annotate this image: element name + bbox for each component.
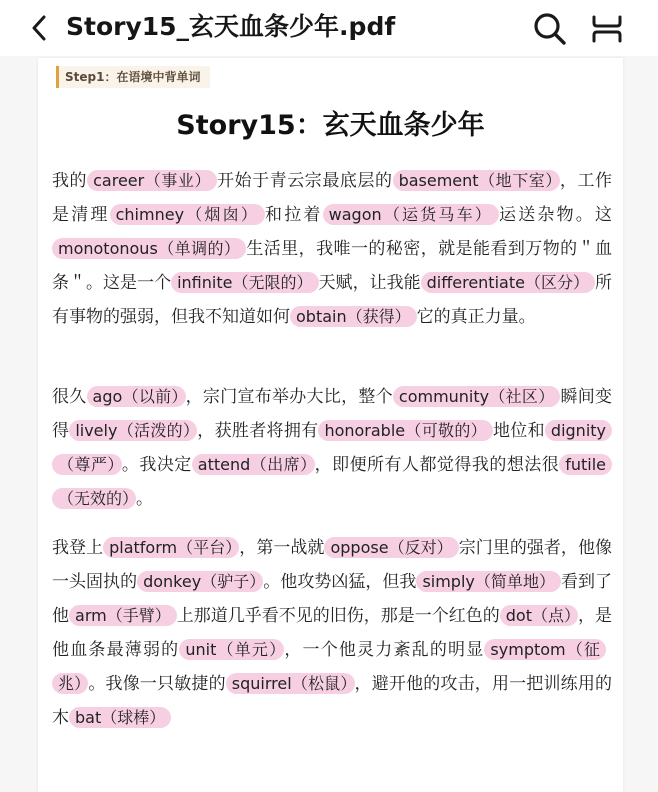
body-text: ，获胜者将拥有 bbox=[197, 421, 319, 441]
search-icon bbox=[532, 11, 568, 47]
body-text: 地位和 bbox=[492, 421, 545, 441]
body-text: 宗门里的强者，他像一头固执的 bbox=[52, 538, 613, 592]
vocab-highlight: career（事业） bbox=[87, 170, 217, 191]
paragraph bbox=[52, 164, 612, 334]
body-text: 所有事物的强弱，但我不知道如何 bbox=[52, 273, 613, 327]
body-text: ，一个他灵力紊乱的明显 bbox=[284, 640, 485, 660]
body-text: 。我决定 bbox=[121, 455, 192, 475]
step-label: Step1：在语境中背单词 bbox=[56, 66, 210, 88]
body-text: 运送杂物。这 bbox=[499, 205, 613, 225]
story-title: Story15：玄天血条少年 bbox=[176, 110, 485, 141]
vocab-highlight: platform（平台） bbox=[103, 537, 239, 558]
vocab-highlight: squirrel（松鼠） bbox=[226, 673, 355, 694]
vocab-highlight: attend（出席） bbox=[192, 454, 315, 475]
body-text: ，宗门宣布举办大比，整个 bbox=[185, 387, 393, 407]
body-text: 天赋，让我能 bbox=[318, 273, 421, 293]
vocab-highlight: dignity（尊严） bbox=[52, 420, 612, 475]
vocab-highlight: wagon（运货马车） bbox=[323, 204, 499, 225]
body-text: 很久 bbox=[52, 387, 87, 407]
vocab-highlight: monotonous（单调的） bbox=[52, 238, 246, 259]
vocab-highlight: dot（点） bbox=[500, 605, 578, 626]
vocab-highlight: infinite（无限的） bbox=[171, 272, 318, 293]
body-text: 和拉着 bbox=[265, 205, 323, 225]
vocab-highlight: bat（球棒） bbox=[69, 707, 171, 728]
vocab-highlight: oppose（反对） bbox=[324, 537, 458, 558]
body-text: 我登上 bbox=[52, 538, 104, 558]
vocab-highlight: donkey（驴子） bbox=[137, 571, 263, 592]
vocab-highlight: chimney（烟囱） bbox=[110, 204, 265, 225]
vocab-highlight: futile（无效的） bbox=[52, 454, 612, 509]
body-text: ，避开他的攻击，用一把训练用的木 bbox=[52, 674, 612, 728]
body-text: ，即便所有人都觉得我的想法很 bbox=[314, 455, 560, 475]
body-text: ，工作是清理 bbox=[52, 171, 613, 225]
paragraph bbox=[52, 531, 612, 735]
paragraph bbox=[52, 380, 612, 516]
search-button[interactable] bbox=[532, 11, 568, 47]
vocab-highlight: simply（简单地） bbox=[416, 571, 561, 592]
vocab-highlight: symptom（征兆） bbox=[52, 639, 606, 694]
body-text: 。他攻势凶猛，但我 bbox=[263, 572, 417, 592]
top-bar bbox=[0, 0, 658, 56]
vocab-highlight: honorable（可敬的） bbox=[318, 420, 493, 441]
body-text: 瞬间变得 bbox=[52, 387, 613, 441]
body-text: 它的真正力量。 bbox=[416, 307, 536, 327]
body-text: 开始于青云宗最底层的 bbox=[217, 171, 393, 191]
vocab-highlight: basement（地下室） bbox=[393, 170, 560, 191]
vocab-highlight: lively（活泼的） bbox=[69, 420, 197, 441]
vocab-highlight: differentiate（区分） bbox=[421, 272, 595, 293]
body-text: ，是他血条最薄弱的 bbox=[52, 606, 613, 660]
document-title: Story15_玄天血条少年.pdf bbox=[66, 12, 396, 41]
body-text: 上那道几乎看不见的旧伤，那是一个红色的 bbox=[176, 606, 500, 626]
back-button[interactable] bbox=[26, 14, 52, 42]
menu-button[interactable] bbox=[590, 12, 624, 46]
body-text: 。 bbox=[136, 489, 154, 509]
chevron-left-icon bbox=[31, 15, 47, 41]
pdf-page bbox=[38, 58, 623, 792]
body-text: 我的 bbox=[52, 171, 88, 191]
vocab-highlight: unit（单元） bbox=[179, 639, 284, 660]
body-text: 看到了他 bbox=[52, 572, 613, 626]
menu-icon bbox=[590, 12, 624, 46]
vocab-highlight: obtain（获得） bbox=[290, 306, 417, 327]
vocab-highlight: arm（手臂） bbox=[69, 605, 177, 626]
body-text: 生活里，我唯一的秘密，就是能看到万物的＂血条＂。这是一个 bbox=[52, 239, 613, 293]
body-text: ，第一战就 bbox=[239, 538, 325, 558]
vocab-highlight: ago（以前） bbox=[87, 386, 186, 407]
body-text: 。我像一只敏捷的 bbox=[88, 674, 226, 694]
vocab-highlight: community（社区） bbox=[393, 386, 561, 407]
